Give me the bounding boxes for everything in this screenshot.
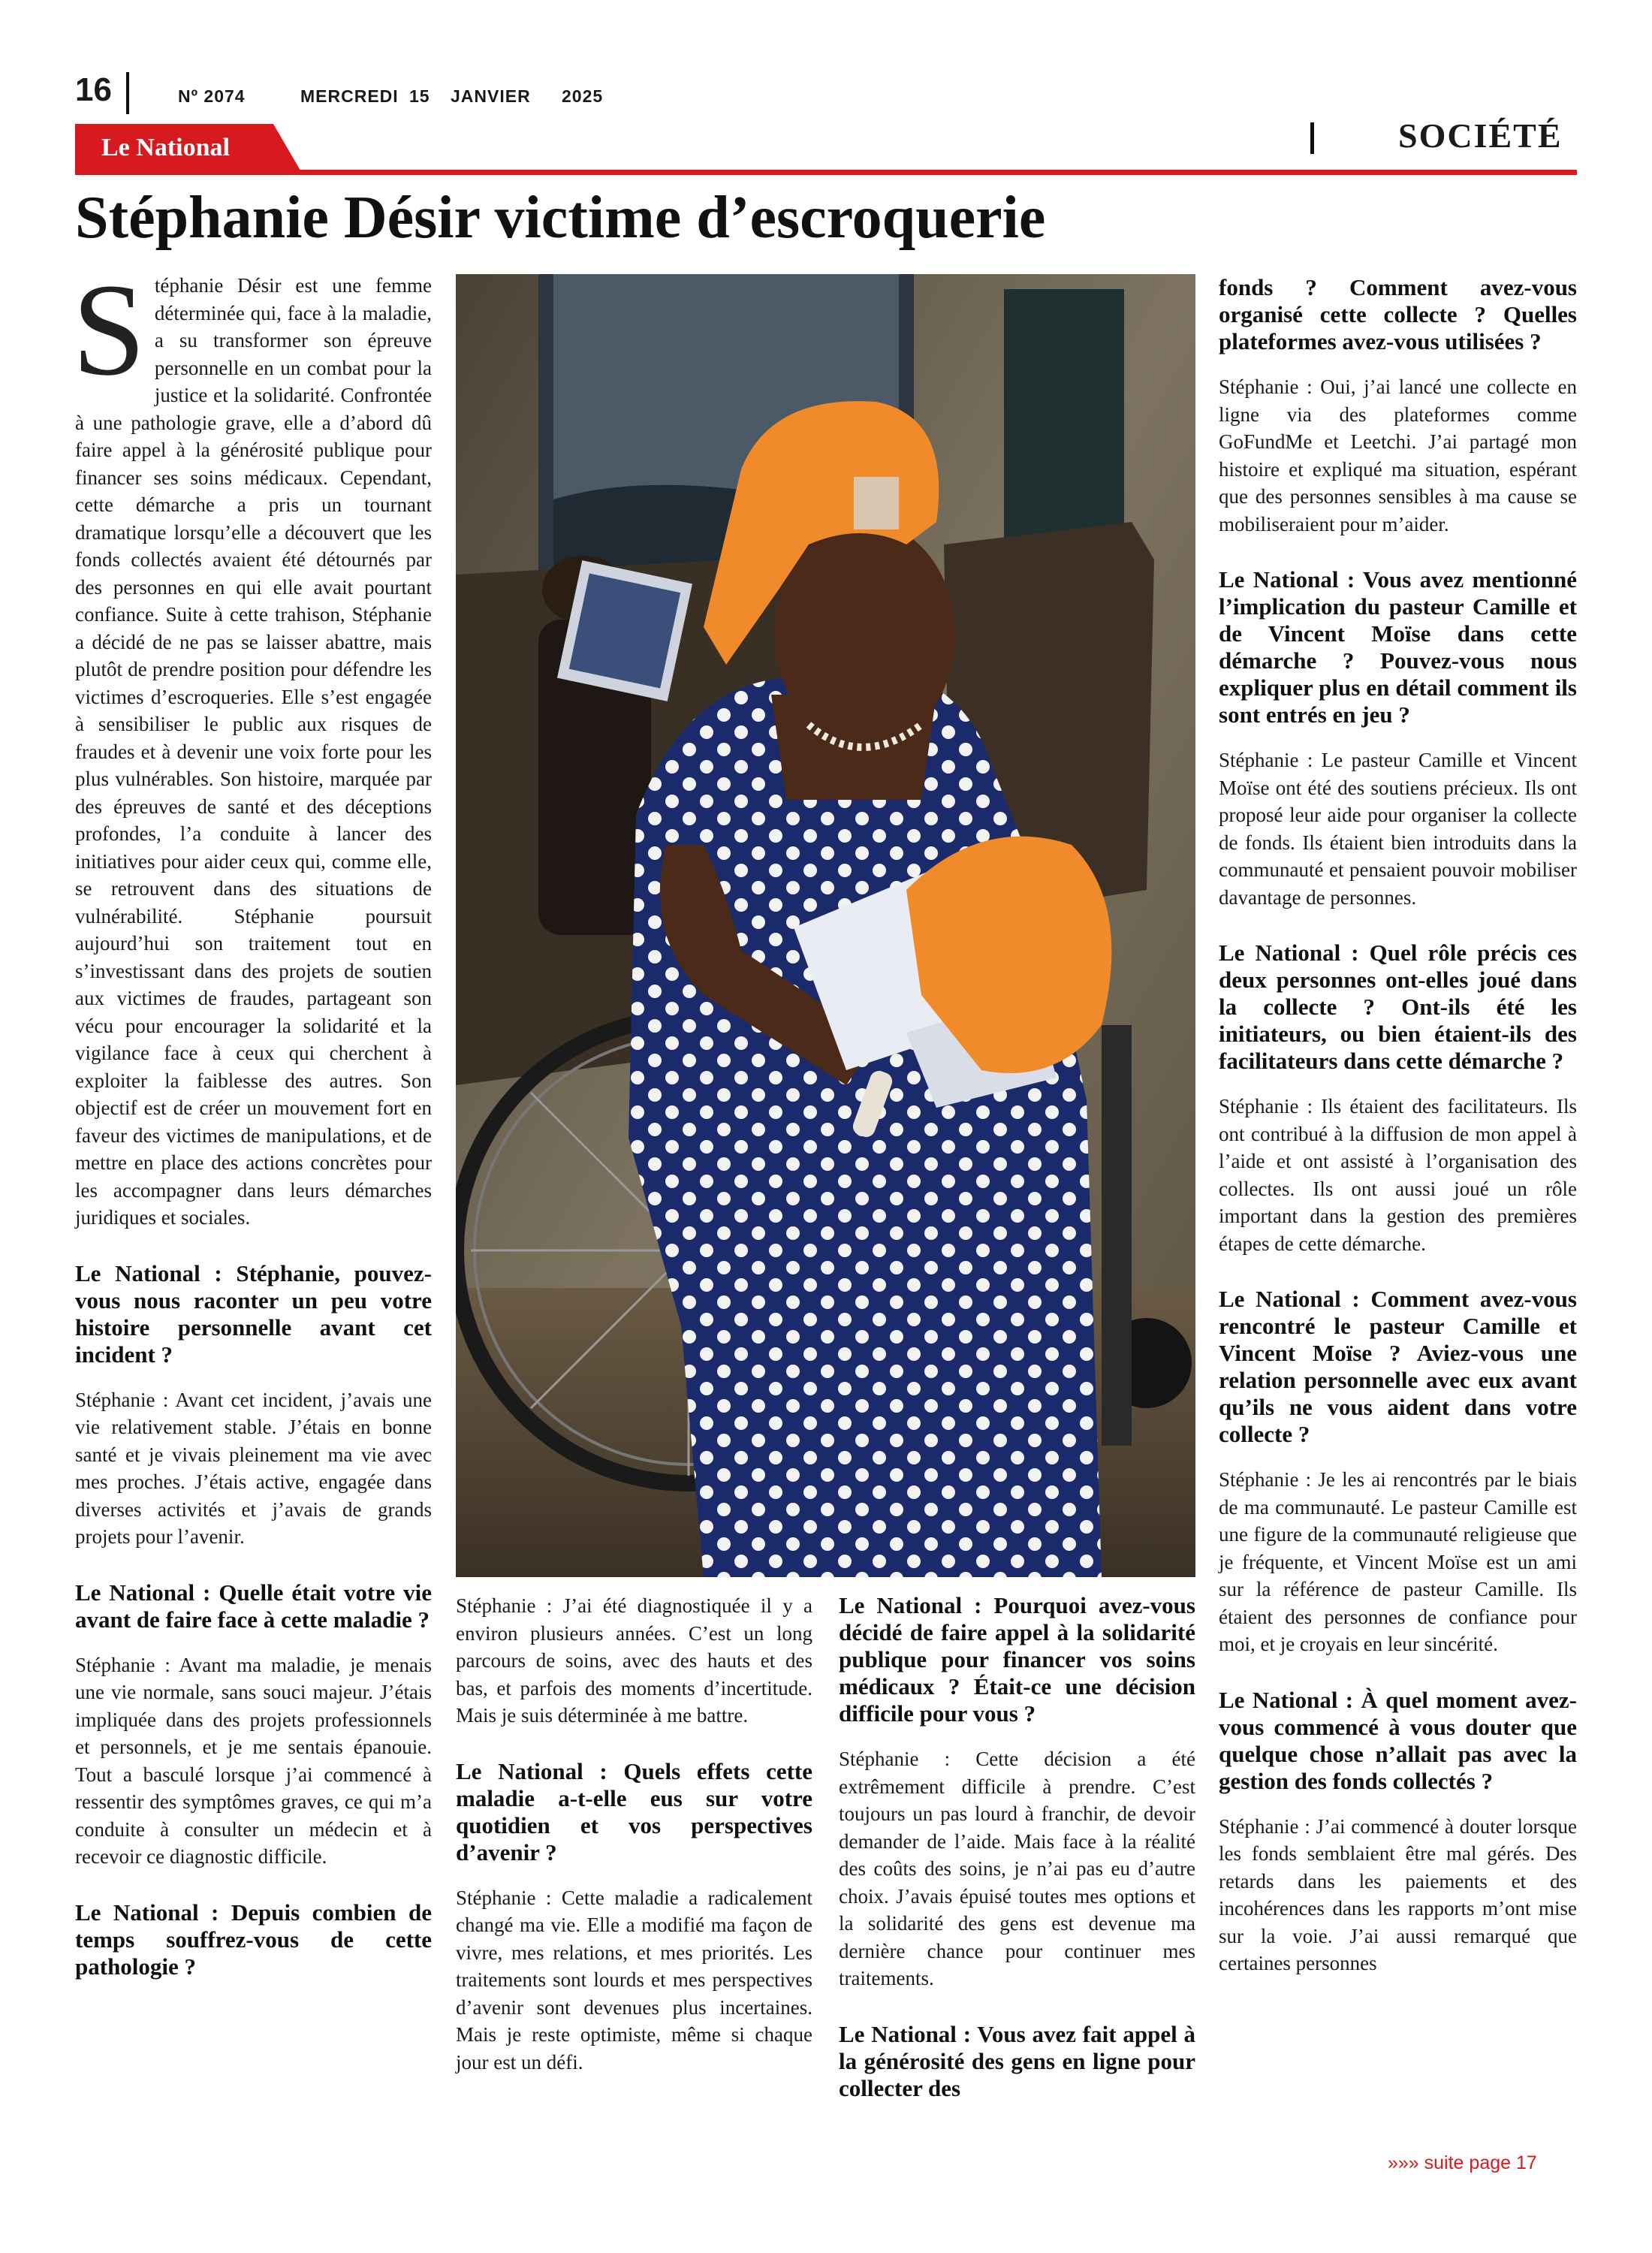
- column-middle-right: [839, 1592, 1195, 2120]
- question-3: Le National : Depuis combien de temps souffrez-vous de cette pathologie ?: [75, 1899, 432, 1980]
- page-number: 16: [75, 71, 112, 108]
- question-6-start: Le National : Vous avez fait appel à la générosité des gens en ligne pour collecter des: [839, 2020, 1195, 2101]
- question-1: Le National : Stéphanie, pouvez-vous nous raconter un peu votre histoire personnelle avant cet incident ?: [75, 1259, 432, 1368]
- question-4: Le National : Quels effets cette maladie a-t-elle eus sur votre quotidien et vos perspectives d’avenir ?: [456, 1757, 812, 1865]
- column-middle-left: [456, 1592, 812, 2076]
- question-2: Le National : Quelle était votre vie avant de faire face à cette maladie ?: [75, 1579, 432, 1633]
- answer-3: Stéphanie : J’ai été diagnostiquée il y a environ plusieurs années. C’est un long parcours de soins, avec des hauts et des bas, et parfois des moments d’incertitude. Mais je suis déterminée à me battre.: [456, 1594, 812, 1727]
- question-7: Le National : Vous avez mentionné l’implication du pasteur Camille et de Vincent Moïse dans cette démarche ? Pouvez-vous nous expliquer plus en détail comment ils sont entrés en jeu ?: [1219, 566, 1577, 728]
- answer-1: Stéphanie : Avant cet incident, j’avais une vie relativement stable. J’étais en bonne santé et je vivais pleinement ma vie avec mes proches. J’étais active, engagée dans diverses activités et j’avais de grands projets pour l’avenir.: [75, 1388, 432, 1548]
- date-year: 2025: [562, 86, 604, 106]
- page-number-divider: [126, 72, 129, 114]
- continued-link[interactable]: »»» suite page 17: [1388, 2152, 1537, 2173]
- question-8: Le National : Quel rôle précis ces deux personnes ont-elles joué dans la collecte ? Ont-ils été les initiateurs, ou bien étaient-ils des facilitateurs dans cette démarche ?: [1219, 940, 1577, 1074]
- question-6-end: fonds ? Comment avez-vous organisé cette collecte ? Quelles plateformes avez-vous utilisées ?: [1219, 274, 1577, 354]
- answer-4: Stéphanie : Cette maladie a radicalement changé ma vie. Elle a modifié ma façon de vivre, mes relations, et mes priorités. Les traitements sont lourds et mes perspectives d’avenir sont devenues plus incertaines. Mais je reste optimiste, même si chaque jour est un défi.: [456, 1886, 812, 2074]
- answer-2: Stéphanie : Avant ma maladie, je menais une vie normale, sans souci majeur. J’étais impliquée dans des projets professionnels et personnels, et je me sentais épanouie. Tout a basculé lorsque j’ai commencé à ressentir des symptômes graves, ce qui m’a conduite à consulter un médecin et à recevoir ce diagnostic difficile.: [75, 1653, 432, 1868]
- date-month: JANVIER: [451, 86, 531, 106]
- answer-6: Stéphanie : Oui, j’ai lancé une collecte en ligne via des plateformes comme GoFundMe et Leetchi. J’ai partagé mon histoire et expliqué ma situation, espérant que des personnes sensibles à ma cause se mobiliseraient pour m’aider.: [1219, 376, 1577, 535]
- answer-7: Stéphanie : Le pasteur Camille et Vincent Moïse ont été des soutiens précieux. Ils ont proposé leur aide pour organiser la collecte de fonds. Ils étaient bien introduits dans la communauté et pensaient pouvoir mobiliser davantage de personnes.: [1219, 749, 1577, 909]
- header-rule: [75, 170, 1577, 175]
- article-photo: [456, 274, 1195, 1577]
- date-day: 15: [409, 86, 430, 106]
- issue-number: Nº 2074: [178, 86, 246, 106]
- drop-cap: S: [72, 257, 146, 403]
- article-headline: Stéphanie Désir victime d’escroquerie: [75, 185, 1046, 251]
- date-weekday: MERCREDI: [300, 86, 399, 106]
- column-left: [72, 257, 432, 1998]
- section-divider: [1310, 122, 1314, 154]
- article-intro: téphanie Désir est une femme déterminée qui, face à la maladie, a su transformer son épreuve personnelle en un combat pour la justice et la solidarité. Confrontée à une pathologie grave, elle a d’abord dû faire appel à la générosité publique pour financer ses soins médicaux. Cependant, cette démarche a pris un tournant dramatique lorsqu’elle a découvert que les fonds collectés avaient été détournés par des personnes en qui elle avait pourtant confiance. Suite à cette trahison, Stéphanie a décidé de ne pas se laisser abattre, mais plutôt de prendre position pour défendre les victimes d’escroqueries. Elle s’est engagée à sensibiliser le public aux risques de fraudes et à devenir une voix forte pour les plus vulnérables. Son histoire, marquée par des épreuves de santé et des déceptions profondes, l’a conduite à lancer des initiatives pour aider ceux qui, comme elle, se retrouvent dans des situations de vulnérabilité. Stéphanie poursuit aujourd’hui son traitement tout en s’investissant dans des projets de soutien aux victimes de fraudes, partageant son vécu pour encourager la solidarité et la vigilance face à ceux qui cherchent à exploiter la faiblesse des autres. Son objectif est de créer un mouvement fort en faveur des victimes de manipulations, et de mettre en place des actions concrètes pour les accompagner dans leurs démarches juridiques et sociales.: [75, 274, 432, 1229]
- answer-5: Stéphanie : Cette décision a été extrêmement difficile à prendre. C’est toujours un pas lourd à franchir, de devoir demander de l’aide. Mais face à la réalité des coûts des soins, je n’ai pas eu d’autre choix. J’avais épuisé toutes mes options et la solidarité des gens est devenue ma dernière chance pour continuer mes traitements.: [839, 1748, 1195, 1989]
- brand-name: Le National: [101, 134, 230, 161]
- question-5: Le National : Pourquoi avez-vous décidé de faire appel à la solidarité publique pour financer vos soins médicaux ? Était-ce une décision difficile pour vous ?: [839, 1592, 1195, 1727]
- answer-8: Stéphanie : Ils étaient des facilitateurs. Ils ont contribué à la diffusion de mon appel à l’aide et ont assisté à l’organisation des collectes. Ils ont aussi joué un rôle important dans la gestion des premières étapes de cette démarche.: [1219, 1095, 1577, 1255]
- section-title: SOCIÉTÉ: [1398, 116, 1563, 155]
- answer-10: Stéphanie : J’ai commencé à douter lorsque les fonds semblaient être mal gérés. Des retards dans les paiements et des incohérences dans les rapports m’ont mise sur la voie. J’ai aussi remarqué que certaines personnes: [1219, 1814, 1577, 1974]
- answer-9: Stéphanie : Je les ai rencontrés par le biais de ma communauté. Le pasteur Camille est une figure de la communauté religieuse que je fréquente, et Vincent Moïse est un ami sur la référence de pasteur Camille. Ils étaient des personnes de confiance pour moi, et je croyais en leur sincérité.: [1219, 1468, 1577, 1655]
- question-9: Le National : Comment avez-vous rencontré le pasteur Camille et Vincent Moïse ? Aviez-vous une relation personnelle avec eux avant qu’ils ne vous aident dans votre collecte ?: [1219, 1286, 1577, 1447]
- column-right: [1219, 274, 1577, 1977]
- question-10: Le National : À quel moment avez-vous commencé à vous douter que quelque chose n’allait pas avec la gestion des fonds collectés ?: [1219, 1686, 1577, 1794]
